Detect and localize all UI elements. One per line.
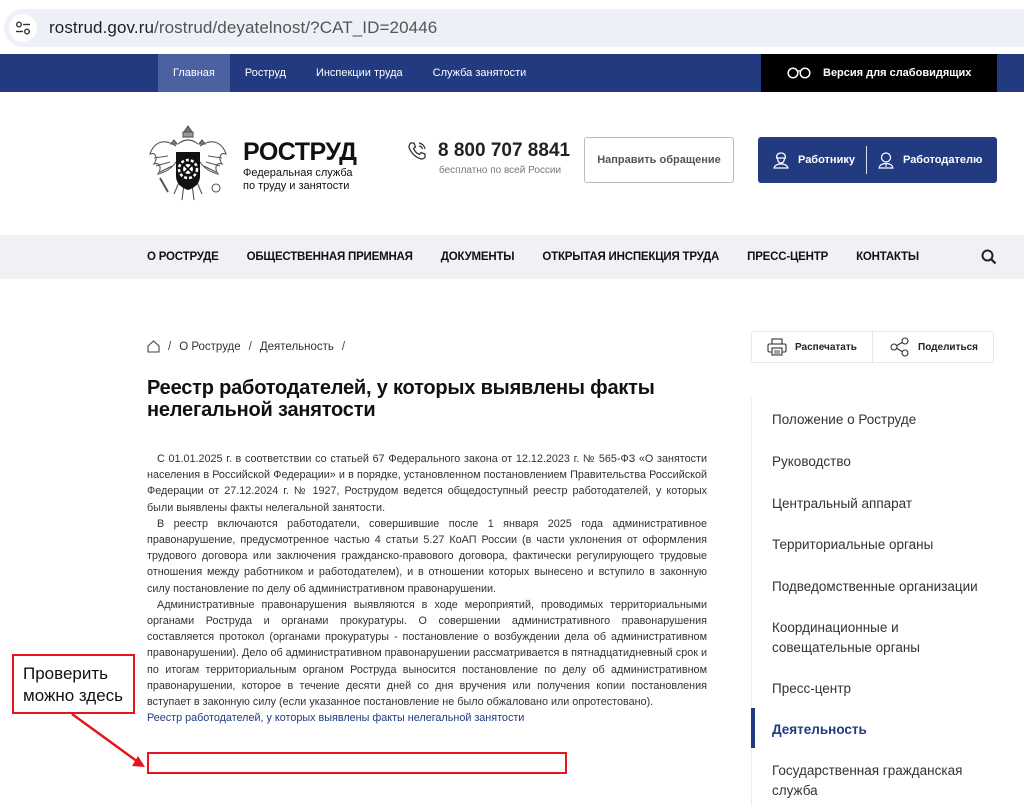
url-text[interactable]: [49, 18, 437, 38]
nav-about[interactable]: О РОСТРУДЕ: [147, 251, 219, 263]
url-host: rostrud.gov.ru: [49, 18, 155, 37]
worker-icon: [773, 151, 789, 169]
main-nav: [0, 235, 1024, 279]
divider: [866, 146, 867, 174]
printer-icon: [767, 338, 787, 356]
breadcrumb: [147, 340, 353, 353]
sidebar-item-regulation[interactable]: Положение о Роструде: [772, 412, 917, 427]
nav-open-inspection[interactable]: ОТКРЫТАЯ ИНСПЕКЦИЯ ТРУДА: [542, 251, 720, 263]
registry-link[interactable]: Реестр работодателей, у которых выявлены факты нелегальной занятости: [147, 712, 525, 725]
annotation-callout: [12, 654, 135, 714]
employer-label: Работодателю: [903, 154, 983, 166]
breadcrumb-separator: /: [341, 340, 346, 353]
breadcrumb-separator: /: [168, 340, 172, 353]
nav-press-center[interactable]: ПРЕСС-ЦЕНТР: [747, 251, 829, 263]
sidebar-item-press-center[interactable]: Пресс-центр: [772, 681, 851, 696]
sidebar-item-coordination-bodies[interactable]: Координационные и совещательные органы: [772, 620, 920, 655]
portal-tab-rostrud[interactable]: Роструд: [244, 67, 286, 79]
low-vision-button[interactable]: [761, 54, 997, 92]
browser-toolbar: [0, 0, 1024, 54]
brand-block[interactable]: [243, 138, 356, 192]
paragraph: В реестр включаются работодатели, совершившие после 1 января 2025 года административное правонарушение, предусмотренное частью 4 статьи 5.27 КоАП России (в части уклонения от оформления трудового договора или заключения гражданско-правового договора, фактически регулирующего трудовые отношения между работником и работодателем), и в отношении которых вынесено и вступило в законную силу постановление по делу об административном правонарушении.: [147, 517, 707, 595]
sidebar-item-civil-service[interactable]: Государственная гражданская служба: [772, 763, 963, 798]
brand-subtitle-1: Федеральная служба: [243, 167, 353, 179]
hotline-phone[interactable]: 8 800 707 8841: [438, 140, 571, 161]
share-button[interactable]: [873, 332, 978, 362]
sidebar-item-subordinate-orgs[interactable]: Подведомственные организации: [772, 579, 978, 594]
paragraph: С 01.01.2025 г. в соответствии со статьей 67 Федерального закона от 12.12.2023 г. № 565-ФЗ «О занятости населения в Российской Федерации» и в порядке, установленном постановлением Правительства Российской Федерации от 27.12.2024 г. № 1927, Рострудом ведется общедоступный реестр работодателей, у которых были выявлены факты нелегальной занятости.: [147, 453, 707, 514]
audience-buttons: [758, 137, 997, 183]
top-strip: [0, 54, 1024, 92]
search-icon[interactable]: [981, 249, 997, 265]
section-sidebar: [751, 398, 1024, 806]
employee-label: Работнику: [798, 154, 855, 166]
hotline-note: бесплатно по всей России: [439, 165, 562, 176]
breadcrumb-separator: /: [248, 340, 252, 353]
coat-of-arms-logo[interactable]: [146, 118, 230, 208]
phone-icon: [406, 140, 428, 162]
breadcrumb-activity[interactable]: Деятельность: [259, 340, 334, 353]
page-title: Реестр работодателей, у которых выявлены факты нелегальной занятости: [147, 377, 655, 421]
sidebar-item-leadership[interactable]: Руководство: [772, 454, 851, 469]
url-path: /rostrud/deyatelnost/?CAT_ID=20446: [154, 18, 438, 37]
article-body: [147, 451, 707, 726]
nav-documents[interactable]: ДОКУМЕНТЫ: [440, 251, 515, 263]
share-label: Поделиться: [918, 341, 979, 353]
brand-subtitle-2: по труду и занятости: [243, 180, 350, 192]
portal-tab-employment[interactable]: Служба занятости: [432, 67, 527, 79]
glasses-icon: [787, 67, 811, 79]
active-indicator: [751, 708, 755, 748]
sidebar-item-central-office[interactable]: Центральный аппарат: [772, 496, 913, 511]
sidebar-item-activity[interactable]: Деятельность: [772, 722, 867, 737]
sidebar-item-territorial-bodies[interactable]: Территориальные органы: [772, 537, 934, 552]
site-settings-icon[interactable]: [9, 14, 37, 42]
send-appeal-button[interactable]: Направить обращение: [584, 137, 734, 183]
breadcrumb-about[interactable]: О Роструде: [179, 340, 241, 353]
portal-tab-main[interactable]: Главная: [158, 54, 230, 92]
print-button[interactable]: [752, 332, 873, 362]
portal-tab-inspections[interactable]: Инспекции труда: [315, 67, 403, 79]
page-actions: [751, 331, 994, 363]
annotation-line-1: Проверить: [23, 664, 109, 683]
print-label: Распечатать: [795, 341, 857, 353]
employer-icon: [878, 151, 894, 169]
portal-nav: [158, 54, 541, 92]
brand-name: РОСТРУД: [243, 138, 357, 166]
employer-button[interactable]: [867, 137, 982, 183]
paragraph: Административные правонарушения выявляются в ходе мероприятий, проводимых территориальными органами Роструда и органами прокуратуры. О совершении административного правонарушения составляется протокол (органами прокуратуры - постановление о возбуждении дела об административном правонарушении). Дело об административном правонарушении рассматривается в пятнадцатидневный срок и по итогам территориальным органом Роструда выносится постановление по делу об административном правонарушении, которое в течение десяти дней со дня вручения или получения копии постановления вступает в законную силу (если указанное постановление не было обжаловано или опротестовано).: [147, 598, 707, 709]
low-vision-label: Версия для слабовидящих: [823, 67, 972, 79]
address-bar[interactable]: [4, 9, 1024, 47]
annotation-line-2: можно здесь: [23, 686, 124, 705]
nav-contacts[interactable]: КОНТАКТЫ: [856, 251, 919, 263]
employee-button[interactable]: [758, 137, 866, 183]
nav-public-reception[interactable]: ОБЩЕСТВЕННАЯ ПРИЕМНАЯ: [246, 251, 413, 263]
link-highlight-box: [147, 752, 567, 774]
share-icon: [890, 337, 910, 357]
home-icon[interactable]: [147, 340, 160, 353]
